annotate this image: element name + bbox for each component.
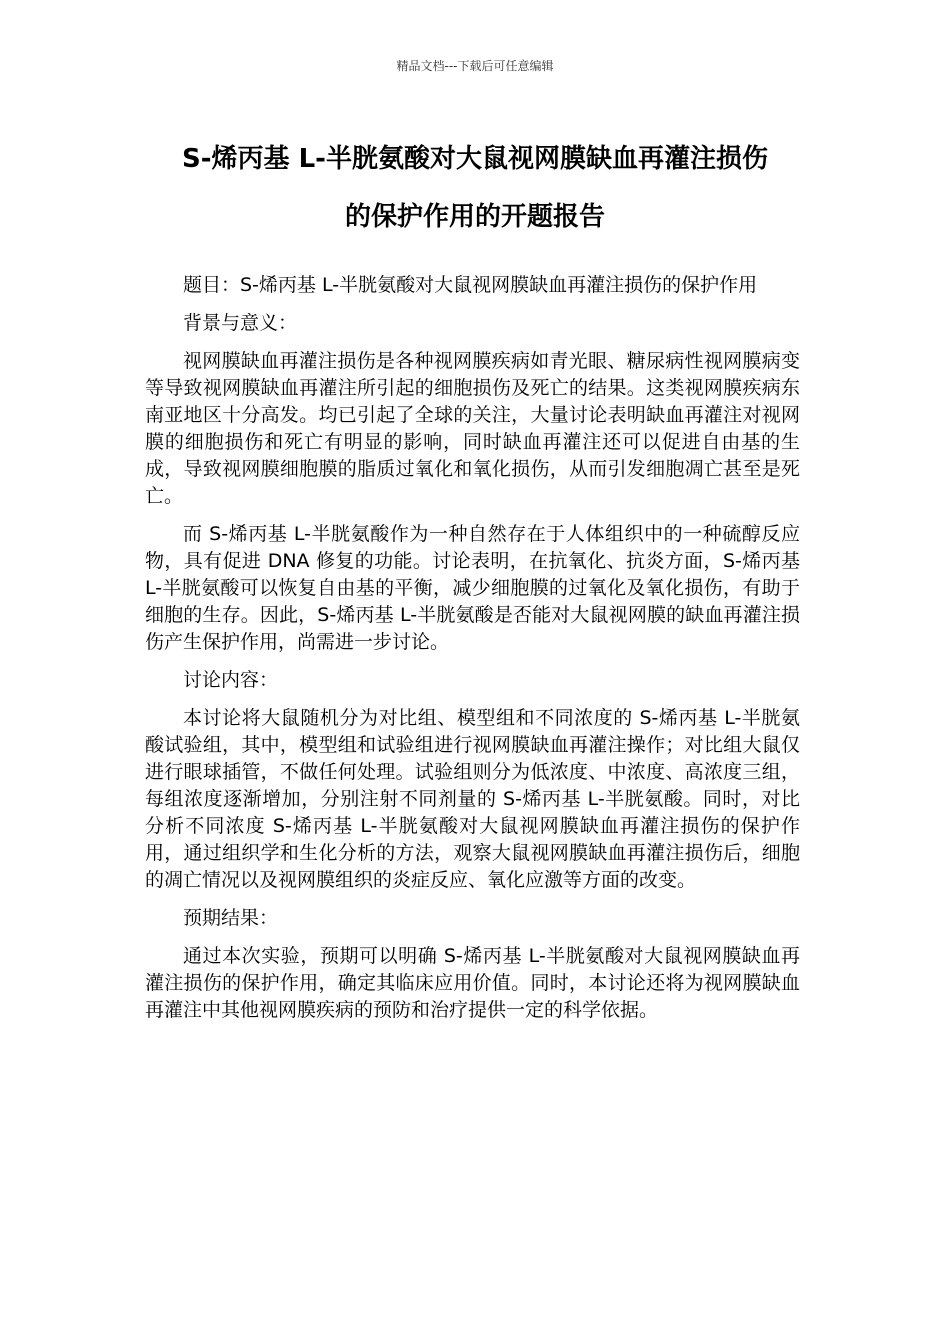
document-body <box>145 272 800 1035</box>
results-heading: 预期结果： <box>183 907 279 929</box>
content-paragraph: 本讨论将大鼠随机分为对比组、模型组和不同浓度的 S-烯丙基 L-半胱氨酸试验组，其中，模型组和试验组进行视网膜缺血再灌注操作；对比组大鼠仅进行眼球插管，不做任何处理。试验组则分为低浓度、中浓度、高浓度三组，每组浓度逐渐增加，分别注射不同剂量的 S-烯丙基 L-半胱氨酸。同时，对比分析不同浓度 S-烯丙基 L-半胱氨酸对大鼠视网膜缺血再灌注损伤的保护作用，通过组织学和生化分析的方法，观察大鼠视网膜缺血再灌注损伤后，细胞的凋亡情况以及视网膜组织的炎症反应、氧化应激等方面的改变。 <box>145 707 800 891</box>
background-paragraph-2: 而 S-烯丙基 L-半胱氨酸作为一种自然存在于人体组织中的一种硫醇反应物，具有促进 DNA 修复的功能。讨论表明，在抗氧化、抗炎方面，S-烯丙基 L-半胱氨酸可以恢复自由基的平衡，减少细胞膜的过氧化及氧化损伤，有助于细胞的生存。因此，S-烯丙基 L-半胱氨酸是否能对大鼠视网膜的缺血再灌注损伤产生保护作用，尚需进一步讨论。 <box>145 523 800 653</box>
results-paragraph: 通过本次实验，预期可以明确 S-烯丙基 L-半胱氨酸对大鼠视网膜缺血再灌注损伤的保护作用，确定其临床应用价值。同时，本讨论还将为视网膜缺血再灌注中其他视网膜疾病的预防和治疗提供一定的科学依据。 <box>145 945 800 1021</box>
title-line-2: 的保护作用的开题报告 <box>344 202 605 232</box>
content-heading: 讨论内容： <box>183 669 279 691</box>
title-line-1: S-烯丙基 L-半胱氨酸对大鼠视网膜缺血再灌注损伤 <box>182 144 768 174</box>
background-heading: 背景与意义： <box>183 312 298 334</box>
header-note: 精品文档---下载后可任意编辑 <box>396 59 554 73</box>
background-paragraph-1: 视网膜缺血再灌注损伤是各种视网膜疾病如青光眼、糖尿病性视网膜病变等导致视网膜缺血再灌注所引起的细胞损伤及死亡的结果。这类视网膜疾病东南亚地区十分高发。均已引起了全球的关注，大量讨论表明缺血再灌注对视网膜的细胞损伤和死亡有明显的影响，同时缺血再灌注还可以促进自由基的生成，导致视网膜细胞膜的脂质过氧化和氧化损伤，从而引发细胞凋亡甚至是死亡。 <box>145 350 800 507</box>
document-title <box>145 130 805 246</box>
topic-paragraph: 题目：S-烯丙基 L-半胱氨酸对大鼠视网膜缺血再灌注损伤的保护作用 <box>183 274 758 296</box>
